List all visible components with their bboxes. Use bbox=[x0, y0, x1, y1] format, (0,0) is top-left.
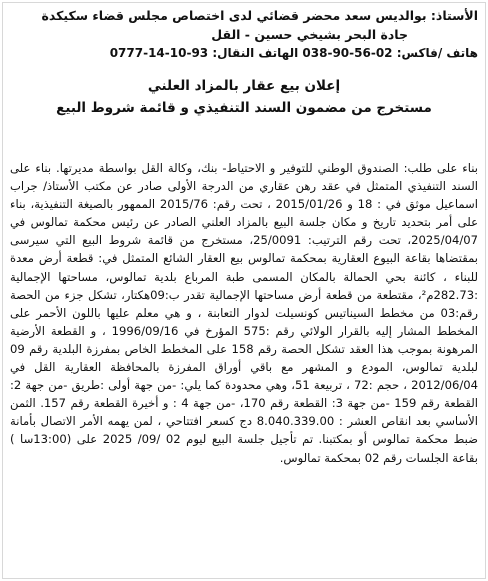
announcement-body-text: بناء على طلب: الصندوق الوطني للتوفير و الاحتياط- بنك، وكالة القل بواسطة مديرتها. بناء على السند التنفيذي المتمثل في عقد رهن عقاري من الدرجة الأولى صادر عن مكتب الأستاذ/ جراب اسماعيل موثق في : 18 و 2015/01/26 ، تحت رقم: 2015/76 الممهور بالصيغة التنفيذية، بناء على أمر بتحديد تاريخ و مكان جلسة البيع بالمزاد العلني الصادر عن رئيس محكمة تمالوس في 2025/04/07، تحت رقم الترتيب: 25/0091، مستخرج من قائمة شروط البيع التي سيرسى بمقتضاها بقاعة البيوع العقارية بمحكمة تمالوس بيع العقار الشائع المتمثل في: قطعة أرض معدة للبناء ، كائنة بحي الحمالة بالمكان المسمى طبة المرباع بلدية تمالوس، مساحتها الإجمالية :282.73م²، مقتطعة من قطعة أرض مساحتها الإجمالية تقدر ب:09هكتار، تشكل جزء من الحصة رقم:03 من مخطط السيناتيس كونسيلت لدوار التعابنة ، و هي معلم عليها باللون الأحمر على المخطط المشار إليه بالقرار الولائي رقم :575 المؤرخ في 1996/09/16 ، و القطعة الأرضية المرهونة بموجب هذا العقد تشكل الحصة رقم 158 على المخطط الخاص بمفرزة البلدية رقم 09 لبلدية تمالوس، المودع و المشهر مع باقي أوراق المفرزة بالمحافظة العقارية القل في 2012/06/04 ، حجم :72 ، تربيعة 51، وهي محدودة كما يلي: -من جهة أولى :طريق -من جهة 2: القطعة رقم 159 -من جهة 3: القطعة رقم 170، -من جهة 4 : و أخيرة القطعة رقم 157. الثمن الأساسي بعد انقاص العشر : 8.040.339.00 دج كسعر افتتاحي ، لمن يهمه الأمر الاتصال بأمانة ضبط محكمة تمالوس أو بمكتبنا. تم تأجيل جلسة البيع ليوم 02 /09/ 2025 على (13:00سا ) بقاعة الجلسات رقم 02 بمحكمة تمالوس. bbox=[10, 161, 478, 465]
announcement-subtitle: مستخرج من مضمون السند التنفيذي و قائمة شروط البيع bbox=[56, 100, 432, 116]
announcement-titles bbox=[10, 75, 478, 119]
bailiff-address-line: جادة البحر بشيخي حسين - القل bbox=[211, 27, 408, 42]
bailiff-header bbox=[10, 6, 478, 63]
announcement-title: إعلان بيع عقار بالمزاد العلني bbox=[147, 78, 341, 94]
bailiff-name-line: الأستاذ: بوالديس سعد محضر قضائي لدى اختصاص مجلس قضاء سكيكدة bbox=[41, 8, 478, 23]
announcement-body bbox=[10, 159, 478, 467]
bailiff-phone-line: هاتف /فاكس: 02-56-90-038 الهاتف النقال: 93-10-14-0777 bbox=[109, 46, 478, 60]
